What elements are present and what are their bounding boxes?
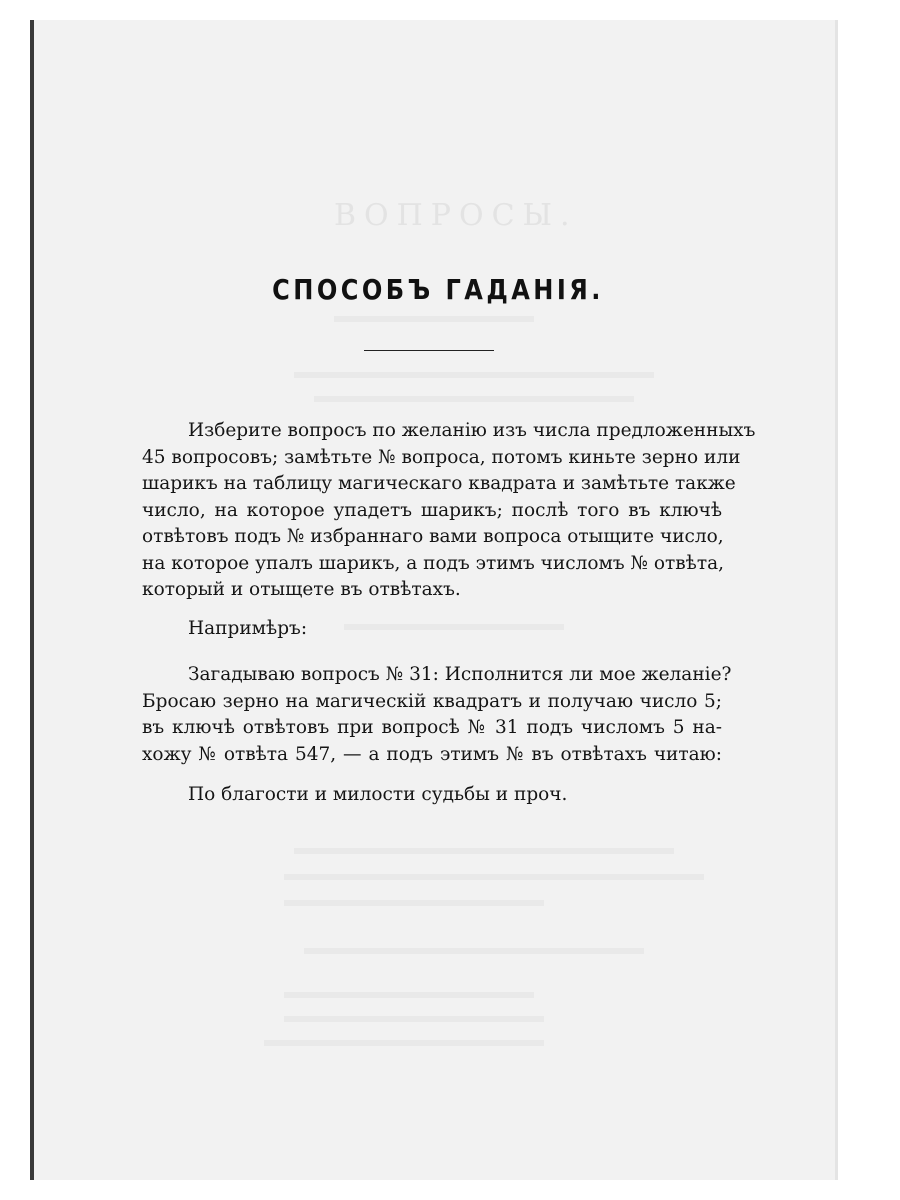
text-line: число, на которое упадетъ шарикъ; послѣ того въ ключѣ: [142, 499, 722, 521]
text-line: на которое упалъ шарикъ, а подъ этимъ числомъ № отвѣта,: [142, 552, 724, 574]
text-line: Бросаю зерно на магическій квадратъ и получаю число 5;: [142, 690, 722, 712]
bleed-through-line: [284, 992, 534, 998]
text-line: По благости и милости судьбы и проч.: [188, 784, 568, 805]
bleed-through-line: [284, 874, 704, 880]
page-title: СПОСОБЪ ГАДАНІЯ.: [272, 273, 604, 306]
text-line: Загадываю вопросъ № 31: Исполнится ли мое желаніе?: [188, 664, 732, 685]
bleed-through-line: [334, 316, 534, 322]
bleed-through-line: [304, 948, 644, 954]
text-line: отвѣтовъ подъ № избраннаго вами вопроса отыщите число,: [142, 526, 724, 547]
example-paragraph: [142, 662, 732, 768]
bleed-through-text: ВОПРОСЫ.: [334, 198, 578, 233]
answer-paragraph: [188, 782, 768, 809]
text-line: 45 вопросовъ; замѣтьте № вопроса, потомъ киньте зерно или: [142, 446, 741, 468]
bleed-through-line: [314, 396, 634, 402]
text-line: Напримѣръ:: [188, 618, 308, 639]
bleed-through-line: [294, 848, 674, 854]
text-line: хожу № отвѣта 547, — а подъ этимъ № въ отвѣтахъ читаю:: [142, 743, 722, 765]
bleed-through-line: [264, 1040, 544, 1046]
text-line: Изберите вопросъ по желанію изъ числа предложенныхъ: [188, 420, 756, 441]
bleed-through-line: [284, 1016, 544, 1022]
text-line: въ ключѣ отвѣтовъ при вопросѣ № 31 подъ числомъ 5 на-: [142, 717, 722, 738]
bleed-through-line: [284, 900, 544, 906]
title-divider: [364, 350, 494, 351]
bleed-through-line: [294, 372, 654, 378]
scanned-page: [30, 20, 838, 1180]
example-label: [188, 616, 768, 643]
text-line: шарикъ на таблицу магическаго квадрата и замѣтьте также: [142, 473, 736, 494]
instruction-paragraph: [142, 418, 756, 604]
text-line: который и отыщете въ отвѣтахъ.: [142, 579, 461, 600]
